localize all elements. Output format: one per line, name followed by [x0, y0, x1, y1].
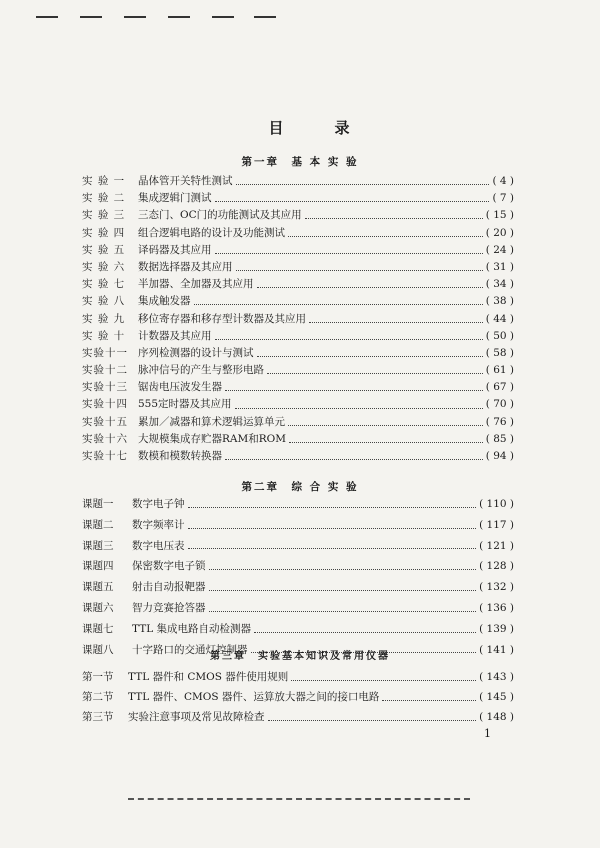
toc-dot-leader: [209, 569, 477, 570]
toc-entry[interactable]: [82, 667, 514, 687]
toc-entry-page: ( 136 ): [479, 601, 514, 614]
chapter-heading-1: 第一章 基 本 实 验: [241, 156, 359, 168]
toc-entry-title: 累加／减器和算术逻辑运算单元: [138, 415, 285, 428]
toc-entry-title: TTL 集成电路自动检测器: [132, 622, 252, 635]
toc-entry-title: 计数器及其应用: [138, 329, 212, 342]
toc-entry-label: 实 验 十: [82, 329, 126, 342]
toc-dot-leader: [209, 590, 477, 591]
toc-dot-leader: [236, 184, 490, 185]
toc-entry-page: ( 128 ): [479, 560, 514, 573]
toc-entry-label: 实 验 二: [82, 192, 126, 205]
toc-entry-page: ( 141 ): [479, 643, 514, 656]
toc-entry[interactable]: [82, 311, 514, 328]
toc-entry-title: 智力竞赛抢答器: [132, 601, 206, 614]
toc-entry-title: 三态门、OC门的功能测试及其应用: [138, 209, 302, 222]
toc-entry-label: 课题三: [82, 539, 114, 552]
toc-entry-title: 数字电子钟: [132, 498, 185, 510]
footer-rule: [128, 798, 470, 800]
toc-dot-leader: [289, 442, 483, 443]
toc-list-chapter-1: [82, 173, 514, 465]
toc-entry-title: 锯齿电压波发生器: [138, 381, 222, 394]
toc-list-chapter-2: [82, 494, 514, 660]
toc-entry-page: ( 67 ): [485, 381, 514, 394]
toc-entry[interactable]: [82, 225, 514, 242]
toc-dot-leader: [194, 304, 483, 305]
toc-entry-page: ( 61 ): [485, 364, 514, 377]
toc-entry[interactable]: [82, 362, 514, 379]
toc-entry-page: ( 132 ): [479, 581, 514, 594]
toc-entry-label: 实 验 六: [82, 260, 126, 273]
toc-dot-leader: [188, 548, 477, 549]
toc-entry[interactable]: [82, 379, 514, 396]
toc-entry-label: 实 验 八: [82, 295, 126, 308]
toc-entry[interactable]: [82, 207, 514, 224]
toc-entry-label: 实验十二: [82, 364, 128, 377]
toc-entry-page: ( 15 ): [485, 209, 514, 222]
toc-entry[interactable]: [82, 536, 514, 557]
toc-dot-leader: [188, 528, 477, 529]
toc-entry-label: 实 验 四: [82, 226, 126, 239]
toc-entry[interactable]: [82, 242, 514, 259]
toc-dot-leader: [236, 270, 483, 271]
toc-entry-label: 实验十三: [82, 381, 128, 394]
toc-entry-title: 射击自动报靶器: [132, 581, 206, 594]
toc-dot-leader: [288, 236, 483, 237]
toc-entry[interactable]: [82, 598, 514, 619]
toc-entry-label: 实 验 三: [82, 209, 126, 222]
toc-dot-leader: [309, 322, 483, 323]
toc-entry[interactable]: [82, 515, 514, 536]
toc-entry-page: ( 110 ): [479, 498, 514, 510]
toc-entry[interactable]: [82, 448, 514, 465]
toc-entry-title: 数据选择器及其应用: [138, 260, 233, 273]
toc-entry-label: 课题五: [82, 581, 114, 594]
chapter-heading-2: 第二章 综 合 实 验: [241, 481, 359, 493]
toc-entry-label: 课题一: [82, 498, 114, 510]
toc-entry-label: 实 验 一: [82, 175, 126, 187]
toc-entry-page: ( 117 ): [479, 518, 514, 531]
toc-entry-page: ( 31 ): [485, 260, 514, 273]
toc-dot-leader: [305, 218, 483, 219]
toc-entry-title: 半加器、全加器及其应用: [138, 278, 254, 291]
toc-entry-title: 集成逻辑门测试: [138, 192, 212, 205]
toc-entry-page: ( 24 ): [485, 243, 514, 256]
toc-dot-leader: [225, 459, 483, 460]
toc-dot-leader: [209, 611, 477, 612]
toc-entry-label: 课题四: [82, 560, 114, 573]
toc-entry-title: 序列检测器的设计与测试: [138, 346, 254, 359]
toc-entry-title: 555定时器及其应用: [138, 398, 232, 411]
toc-entry-label: 课题七: [82, 622, 114, 635]
toc-entry-page: ( 76 ): [485, 415, 514, 428]
toc-entry[interactable]: [82, 276, 514, 293]
toc-entry[interactable]: [82, 328, 514, 345]
toc-entry-page: ( 70 ): [485, 398, 514, 411]
toc-dot-leader: [288, 425, 483, 426]
toc-entry[interactable]: [82, 293, 514, 310]
toc-entry-page: ( 94 ): [485, 450, 514, 462]
toc-dot-leader: [215, 201, 490, 202]
toc-entry-page: ( 145 ): [479, 691, 514, 703]
toc-entry[interactable]: [82, 259, 514, 276]
toc-entry[interactable]: [82, 190, 514, 207]
toc-dot-leader: [188, 507, 477, 508]
toc-entry-title: 晶体管开关特性测试: [138, 175, 233, 187]
toc-entry-page: ( 20 ): [485, 226, 514, 239]
toc-entry-title: 数字电压表: [132, 539, 185, 552]
toc-dot-leader: [268, 720, 477, 721]
toc-entry-label: 实验十一: [82, 346, 128, 359]
toc-entry[interactable]: [82, 707, 514, 727]
chapter-heading-3: 第三章 实验基本知识及常用仪器: [210, 651, 390, 662]
toc-dot-leader: [225, 390, 483, 391]
toc-dot-leader: [291, 680, 476, 681]
toc-entry-label: 第一节: [82, 671, 114, 683]
page-number: 1: [484, 727, 491, 740]
toc-entry[interactable]: [82, 345, 514, 362]
toc-entry-page: ( 34 ): [485, 278, 514, 291]
toc-entry-page: ( 58 ): [485, 346, 514, 359]
toc-dot-leader: [215, 253, 483, 254]
toc-entry-label: 课题八: [82, 643, 114, 656]
toc-entry[interactable]: [82, 619, 514, 640]
toc-entry-label: 实验十五: [82, 415, 128, 428]
toc-entry-title: TTL 器件和 CMOS 器件使用规则: [128, 671, 289, 683]
toc-dot-leader: [267, 373, 483, 374]
toc-entry-label: 实验十七: [82, 450, 128, 462]
toc-entry-page: ( 139 ): [479, 622, 514, 635]
toc-entry-page: ( 143 ): [479, 671, 514, 683]
toc-dot-leader: [235, 408, 483, 409]
toc-entry-page: ( 4 ): [492, 175, 514, 187]
toc-entry-label: 实 验 七: [82, 278, 126, 291]
toc-entry-title: 集成触发器: [138, 295, 191, 308]
toc-entry-label: 实 验 九: [82, 312, 126, 325]
toc-dot-leader: [257, 287, 483, 288]
toc-entry[interactable]: [82, 687, 514, 707]
toc-entry[interactable]: [82, 577, 514, 598]
toc-entry-title: 数模和模数转换器: [138, 450, 222, 462]
toc-entry-page: ( 44 ): [485, 312, 514, 325]
toc-entry-title: 保密数字电子锁: [132, 560, 206, 573]
toc-entry[interactable]: [82, 173, 514, 190]
toc-entry-title: TTL 器件、CMOS 器件、运算放大器之间的接口电路: [128, 691, 380, 703]
toc-entry-page: ( 121 ): [479, 539, 514, 552]
toc-dot-leader: [382, 700, 476, 701]
toc-entry-title: 组合逻辑电路的设计及功能测试: [138, 226, 285, 239]
toc-entry-title: 大规模集成存贮器RAM和ROM: [138, 432, 287, 445]
toc-entry-title: 脉冲信号的产生与整形电路: [138, 364, 264, 377]
toc-entry-title: 数字频率计: [132, 518, 185, 531]
toc-entry-label: 实验十六: [82, 432, 128, 445]
toc-entry[interactable]: [82, 431, 514, 448]
toc-entry-label: 课题六: [82, 601, 114, 614]
toc-entry-label: 实验十四: [82, 398, 128, 411]
page-title: 目 录: [268, 119, 368, 137]
toc-entry-page: ( 148 ): [479, 711, 514, 723]
toc-list-chapter-3: [82, 667, 514, 727]
toc-entry-label: 课题二: [82, 518, 114, 531]
toc-entry-page: ( 38 ): [485, 295, 514, 308]
toc-entry-page: ( 85 ): [485, 432, 514, 445]
toc-entry-page: ( 7 ): [492, 192, 514, 205]
toc-entry-title: 实验注意事项及常见故障检查: [128, 711, 265, 723]
toc-entry-page: ( 50 ): [485, 329, 514, 342]
toc-entry[interactable]: [82, 414, 514, 431]
toc-dot-leader: [257, 356, 483, 357]
toc-entry-label: 实 验 五: [82, 243, 126, 256]
toc-entry-title: 译码器及其应用: [138, 243, 212, 256]
toc-dot-leader: [254, 632, 476, 633]
header-dashes: [36, 16, 276, 20]
toc-entry-title: 十字路口的交通灯控制器: [132, 643, 248, 656]
toc-entry[interactable]: [82, 494, 514, 515]
toc-dot-leader: [215, 339, 483, 340]
toc-entry[interactable]: [82, 556, 514, 577]
toc-entry-label: 第三节: [82, 711, 114, 723]
toc-entry-label: 第二节: [82, 691, 114, 703]
toc-entry[interactable]: [82, 396, 514, 413]
toc-entry-title: 移位寄存器和移存型计数器及其应用: [138, 312, 306, 325]
